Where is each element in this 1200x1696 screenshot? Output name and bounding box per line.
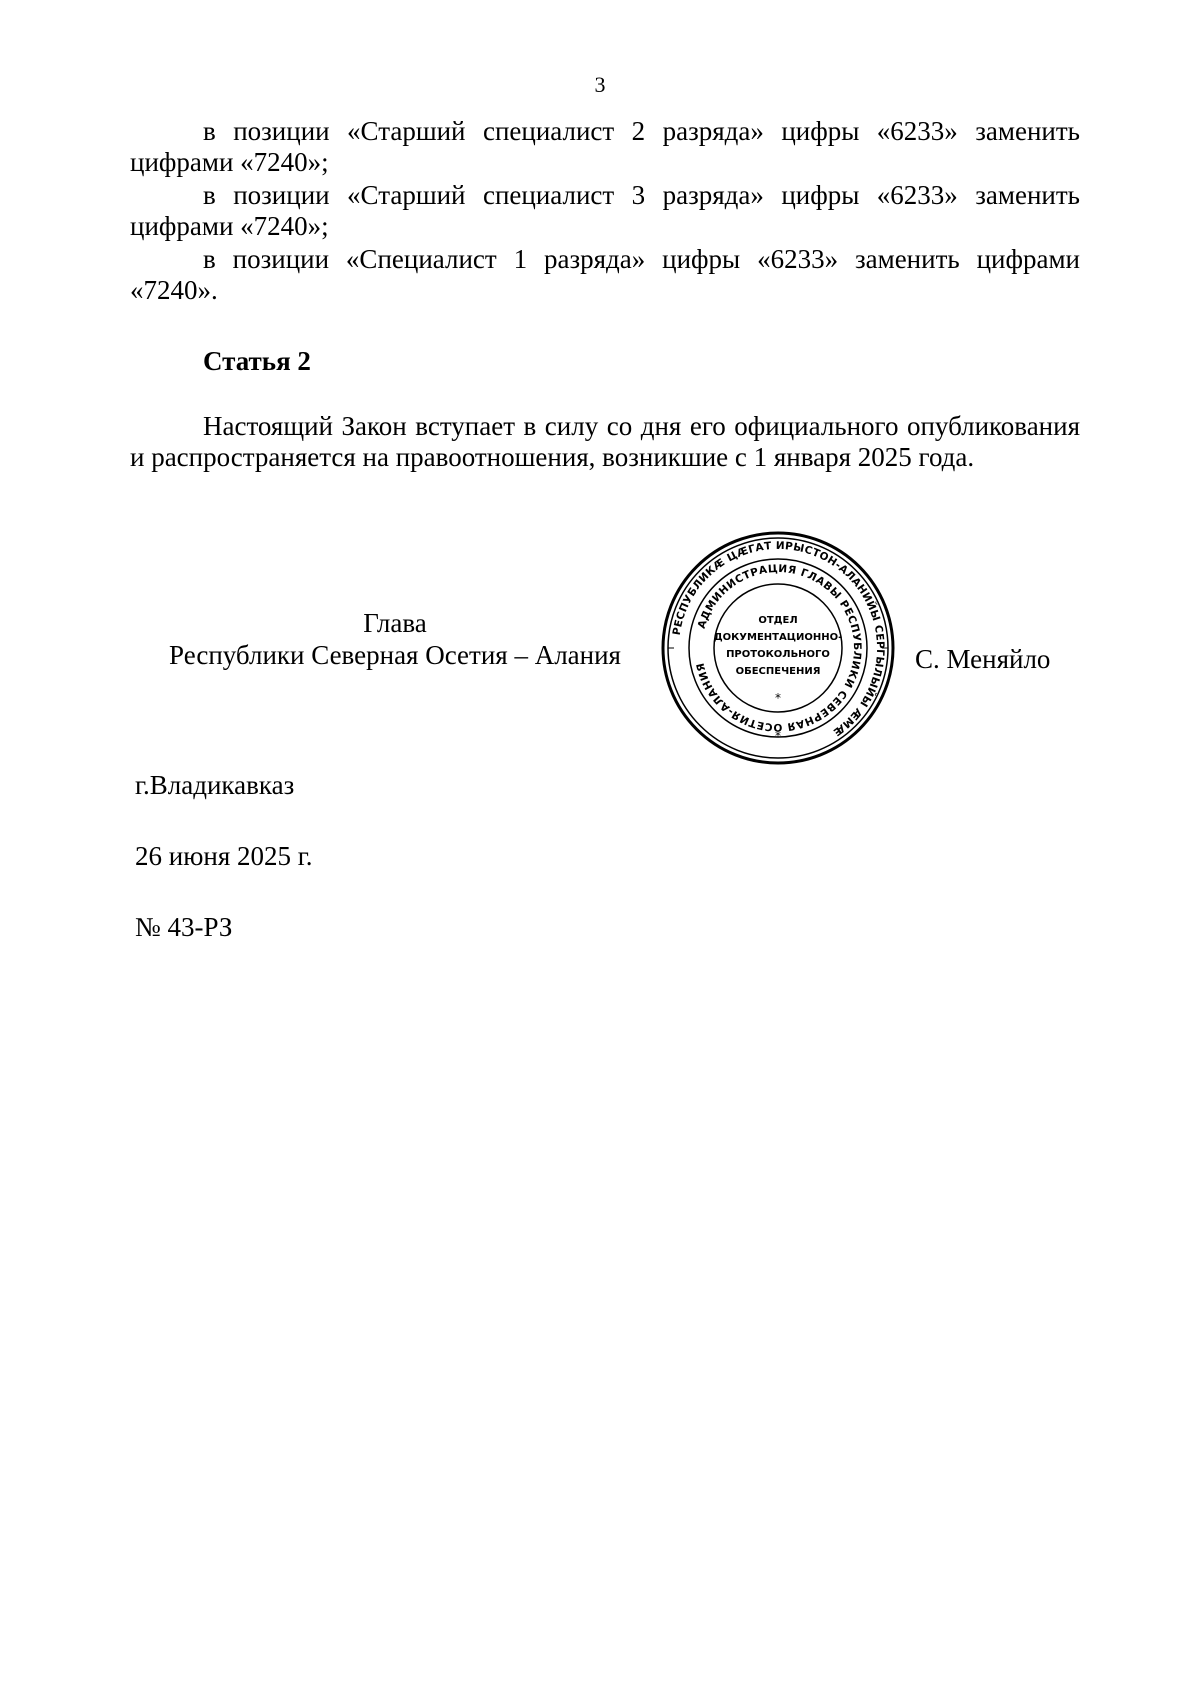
- amendment-paragraph: в позиции «Старший специалист 2 разряда» цифры «6233» заменить цифрами «7240»;: [130, 116, 1080, 177]
- seal-center-line: ПРОТОКОЛЬНОГО: [726, 649, 830, 660]
- seal-inner-text: АДМИНИСТРАЦИЯ ГЛАВЫ РЕСПУБЛИКИ СЕВЕРНАЯ ОСЕТИЯ-АЛАНИЯ: [694, 562, 864, 734]
- svg-text:АДМИНИСТРАЦИЯ ГЛАВЫ РЕСПУБЛИКИ: [694, 563, 863, 733]
- law-number: № 43-РЗ: [135, 912, 233, 942]
- seal-center-line: ОТДЕЛ: [758, 615, 798, 626]
- amendment-list: [130, 116, 1080, 306]
- page-number: 3: [594, 72, 606, 97]
- article-heading: Статья 2: [203, 346, 311, 376]
- article-body: [130, 411, 1080, 473]
- official-seal-stamp: [660, 530, 896, 766]
- signatory-title-line1: Глава: [363, 608, 427, 638]
- place-of-signing: г.Владикавказ: [135, 770, 295, 800]
- amendment-paragraph: в позиции «Старший специалист 3 разряда» цифры «6233» заменить цифрами «7240»;: [130, 180, 1080, 241]
- seal-center-line: ОБЕСПЕЧЕНИЯ: [735, 666, 821, 677]
- seal-outer-text: РЕСПУБЛИКӔ ЦӔГАТ ИРЫСТОН-АЛАНИЙЫ СЕРГЫЛЫЙЫ ӔМӔ: [670, 539, 887, 739]
- article-paragraph: Настоящий Закон вступает в силу со дня его официального опубликования и распространяется на правоотношения, возникшие с 1 января 2025 года.: [130, 411, 1080, 472]
- signing-date: 26 июня 2025 г.: [135, 841, 313, 871]
- signatory-name: С. Меняйло: [915, 644, 1051, 674]
- seal-center-line: ДОКУМЕНТАЦИОННО-: [713, 632, 843, 643]
- seal-star-icon: *: [775, 691, 781, 705]
- amendment-paragraph: в позиции «Специалист 1 разряда» цифры «6233» заменить цифрами «7240».: [130, 244, 1080, 305]
- seal-star-icon: *: [775, 729, 781, 743]
- signatory-title-line2: Республики Северная Осетия – Алания: [169, 640, 621, 670]
- signatory-title: [150, 607, 640, 671]
